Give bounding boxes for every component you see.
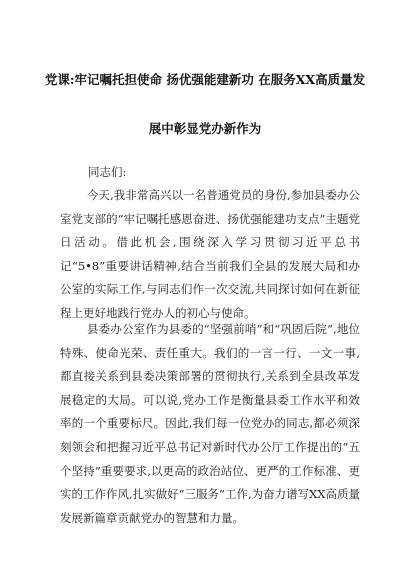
salutation: 同志们: [88,165,127,179]
body-paragraph-2: 县委办公室作为县委的“坚强前哨”和“巩固后院”,地位特殊、使命光荣、责任重大。我们的一言一行、一文一事,都直接关系到县委决策部署的贯彻执行,关系到全县改革发展稳定的大局。可以说,党办工作是衡量县委工作水平和效率的一个重要标尺。因此,我们每一位党办的同志,都必须深刻领会和把握习近平总书记对新时代办公厅工作提出的“五个坚持”重要要求,以更高的政治站位、更严的工作标准、更实的工作作风,扎实做好“三服务”工作,为奋力谱写XX高质量发展新篇章贡献党办的智慧和力量。 [60,322,360,525]
document-title-line-1: 党课:牢记嘱托担使命 扬优强能建新功 在服务XX高质量发 [44,72,366,87]
document-title-line-2: 展中彰显党办新作为 [148,121,262,136]
body-paragraph-1: 今天,我非常高兴以一名普通党员的身份,参加县委办公室党支部的“牢记嘱托感恩奋进、扬优强能建功支点”主题党日活动。借此机会,围绕深入学习贯彻习近平总书记“5•8”重要讲话精神,结合当前我们全县的发展大局和办公室的实际工作,与同志们作一次交流,共同探讨如何在新征程上更好地践行党办人的初心与使命。 [60,188,360,320]
